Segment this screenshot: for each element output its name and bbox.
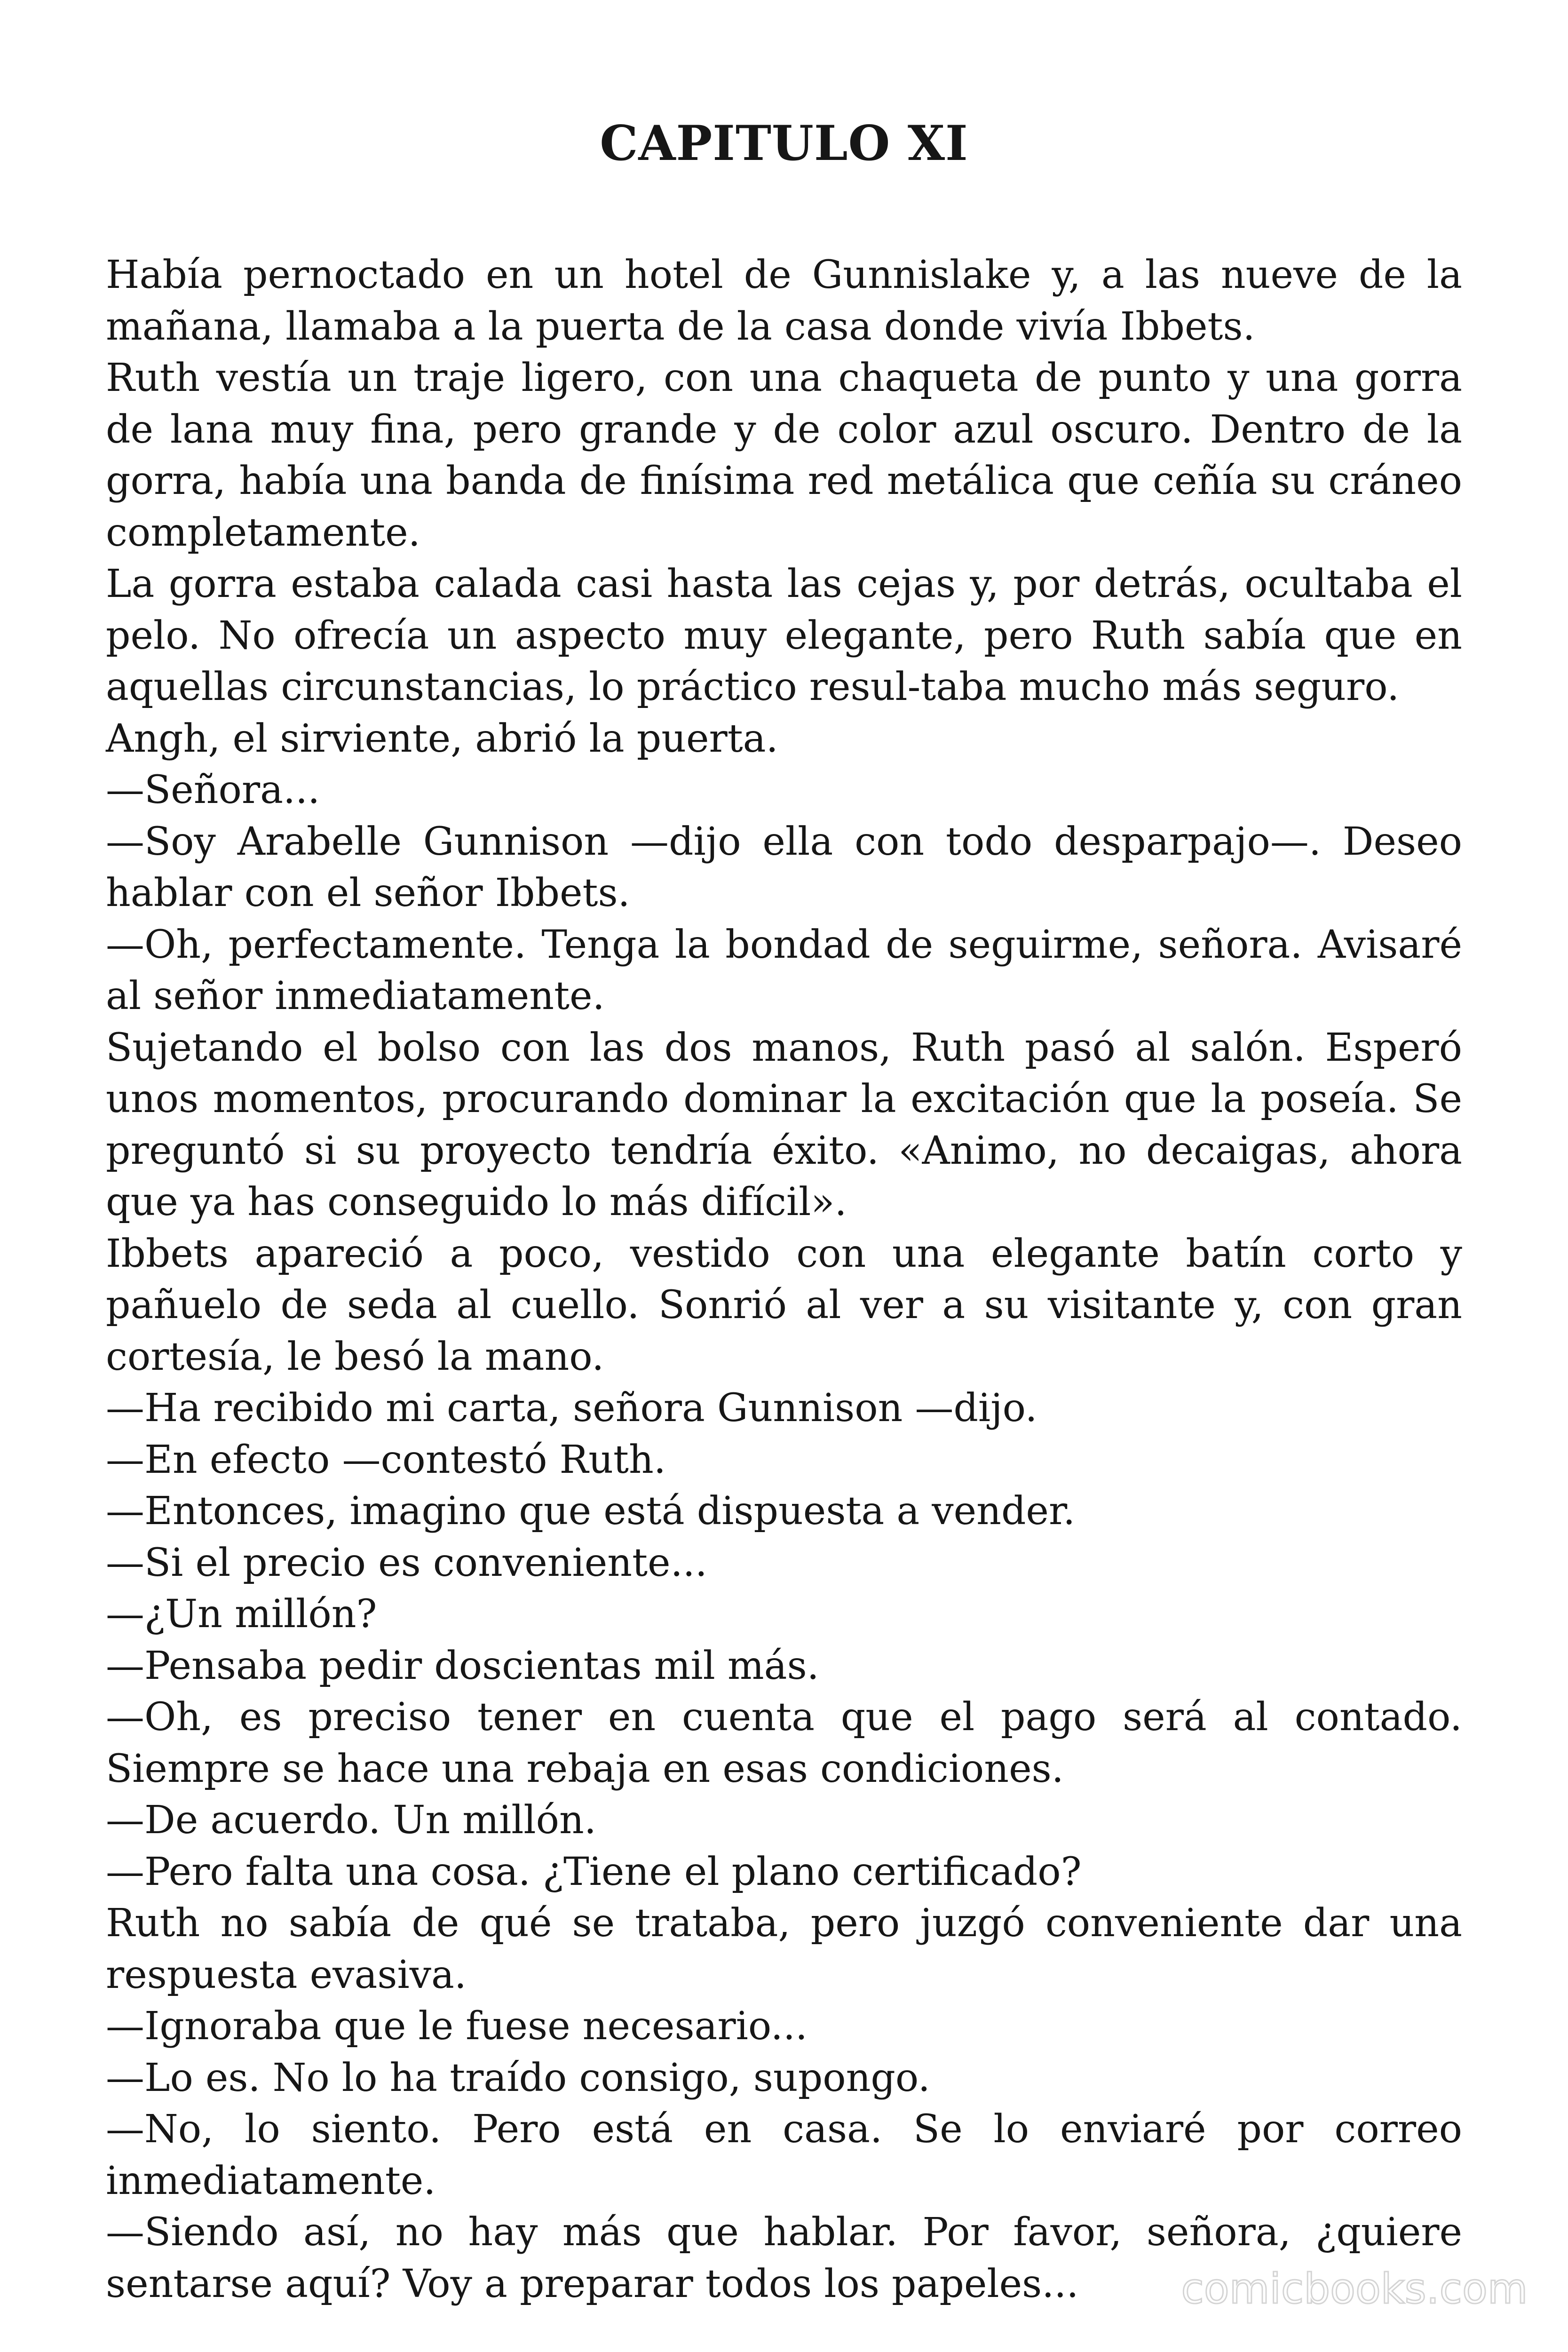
watermark-text: comicbooks.com — [1181, 2266, 1528, 2313]
chapter-title: CAPITULO XI — [600, 115, 968, 172]
paragraph: Había pernoctado en un hotel de Gunnislake y, a las nueve de la mañana, llamaba a la puerta de la casa donde vivía Ibbets. — [106, 253, 1462, 349]
dialogue-line: —En efecto —contestó Ruth. — [106, 1437, 666, 1482]
dialogue-line: —Ignoraba que le fuese necesario... — [106, 2004, 808, 2049]
dialogue-line: —Soy Arabelle Gunnison —dijo ella con todo desparpajo—. Deseo hablar con el señor Ibbets. — [106, 819, 1462, 915]
paragraph: Sujetando el bolso con las dos manos, Ruth pasó al salón. Esperó unos momentos, procurando dominar la excitación que la poseía. Se preguntó si su proyecto tendría éxito. «Animo, no decaigas, ahora que ya has conseguido lo más difícil». — [106, 1025, 1462, 1224]
dialogue-line: —Señora... — [106, 768, 320, 812]
dialogue-line: —Pero falta una cosa. ¿Tiene el plano certificado? — [106, 1849, 1082, 1894]
dialogue-line: —No, lo siento. Pero está en casa. Se lo enviaré por correo inmediatamente. — [106, 2107, 1462, 2203]
dialogue-line: —Si el precio es conveniente... — [106, 1540, 707, 1585]
dialogue-line: —Ha recibido mi carta, señora Gunnison —dijo. — [106, 1386, 1037, 1430]
dialogue-line: —Siendo así, no hay más que hablar. Por favor, señora, ¿quiere sentarse aquí? Voy a preparar todos los papeles... — [106, 2210, 1462, 2306]
dialogue-line: —¿Un millón? — [106, 1592, 377, 1637]
chapter-text — [106, 249, 1462, 2310]
dialogue-line: —Pensaba pedir doscientas mil más. — [106, 1643, 819, 1688]
paragraph: Ibbets apareció a poco, vestido con una elegante batín corto y pañuelo de seda al cuello. Sonrió al ver a su visitante y, con gran cortesía, le besó la mano. — [106, 1231, 1462, 1379]
paragraph: Angh, el sirviente, abrió la puerta. — [106, 716, 778, 761]
dialogue-line: —Oh, perfectamente. Tenga la bondad de seguirme, señora. Avisaré al señor inmediatamente. — [106, 922, 1462, 1018]
dialogue-line: —Lo es. No lo ha traído consigo, supongo. — [106, 2055, 930, 2100]
dialogue-line: —Entonces, imagino que está dispuesta a vender. — [106, 1489, 1076, 1534]
watermark-logo — [1159, 2266, 1550, 2313]
paragraph: Ruth vestía un traje ligero, con una chaqueta de punto y una gorra de lana muy fina, pero grande y de color azul oscuro. Dentro de la gorra, había una banda de finísima red metálica que ceñía su cráneo completamente. — [106, 356, 1462, 555]
dialogue-line: —Oh, es preciso tener en cuenta que el pago será al contado. Siempre se hace una rebaja en esas condiciones. — [106, 1695, 1462, 1791]
dialogue-line: —De acuerdo. Un millón. — [106, 1798, 596, 1843]
paragraph: La gorra estaba calada casi hasta las cejas y, por detrás, ocultaba el pelo. No ofrecía un aspecto muy elegante, pero Ruth sabía que en aquellas circunstancias, lo práctico resul-taba mucho más seguro. — [106, 562, 1462, 709]
paragraph: Ruth no sabía de qué se trataba, pero juzgó conveniente dar una respuesta evasiva. — [106, 1901, 1462, 1997]
